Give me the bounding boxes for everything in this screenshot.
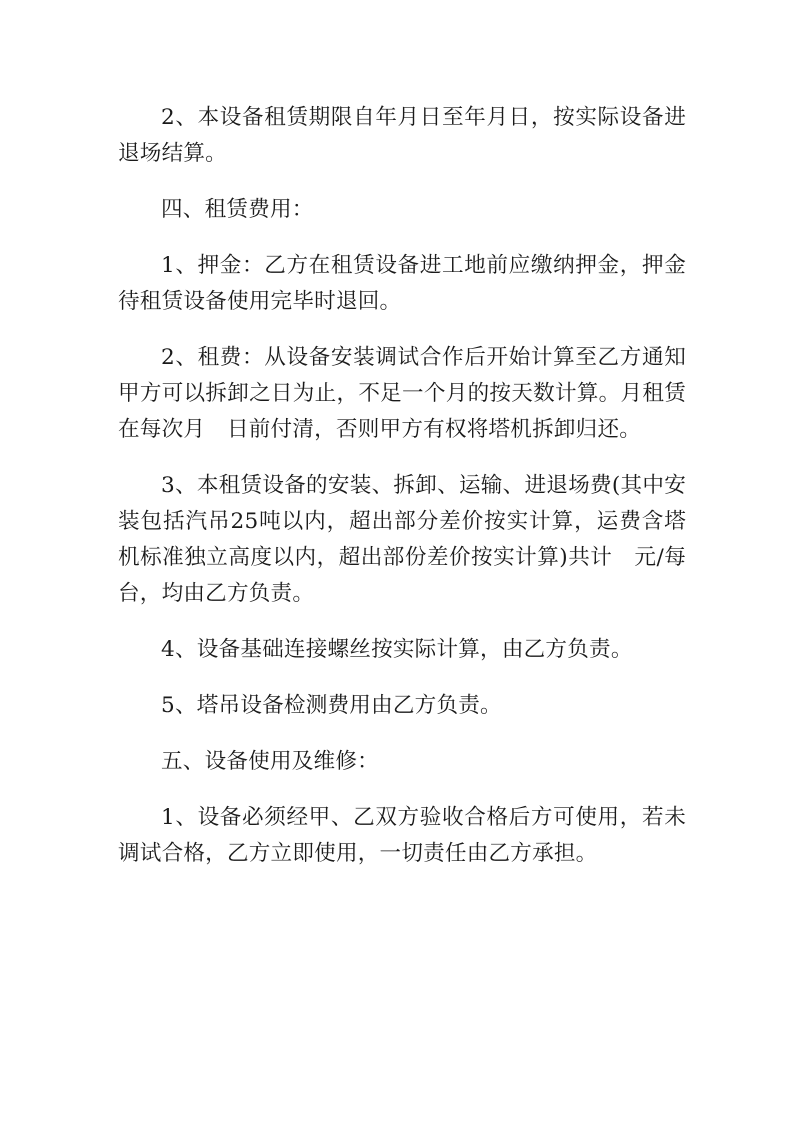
clause-deposit: 1、押金：乙方在租赁设备进工地前应缴纳押金，押金待租赁设备使用完毕时退回。 [118, 253, 686, 314]
clause-inspection-fee: 5、塔吊设备检测费用由乙方负责。 [161, 693, 502, 718]
clause-rental-fee: 2、租费：从设备安装调试合作后开始计算至乙方通知甲方可以拆卸之日为止，不足一个月的按天数计算。月租赁在每次月 日前付清，否则甲方有权将塔机拆卸归还。 [118, 345, 686, 442]
clause-acceptance: 1、设备必须经甲、乙双方验收合格后方可使用，若未调试合格，乙方立即使用，一切责任由乙方承担。 [118, 805, 686, 866]
section-heading-usage-maintenance: 五、设备使用及维修： [161, 749, 379, 774]
document-page [118, 100, 686, 892]
clause-lease-period: 2、本设备租赁期限自年月日至年月日，按实际设备进退场结算。 [118, 105, 686, 166]
section-heading-rental-fees: 四、租赁费用： [161, 197, 314, 222]
clause-foundation-bolts: 4、设备基础连接螺丝按实际计算，由乙方负责。 [161, 637, 633, 662]
clause-installation-fees: 3、本租赁设备的安装、拆卸、运输、进退场费(其中安装包括汽吊25吨以内，超出部分差价按实计算，运费含塔机标准独立高度以内，超出部份差价按实计算)共计 元/每台，均由乙方负责。 [118, 473, 686, 606]
